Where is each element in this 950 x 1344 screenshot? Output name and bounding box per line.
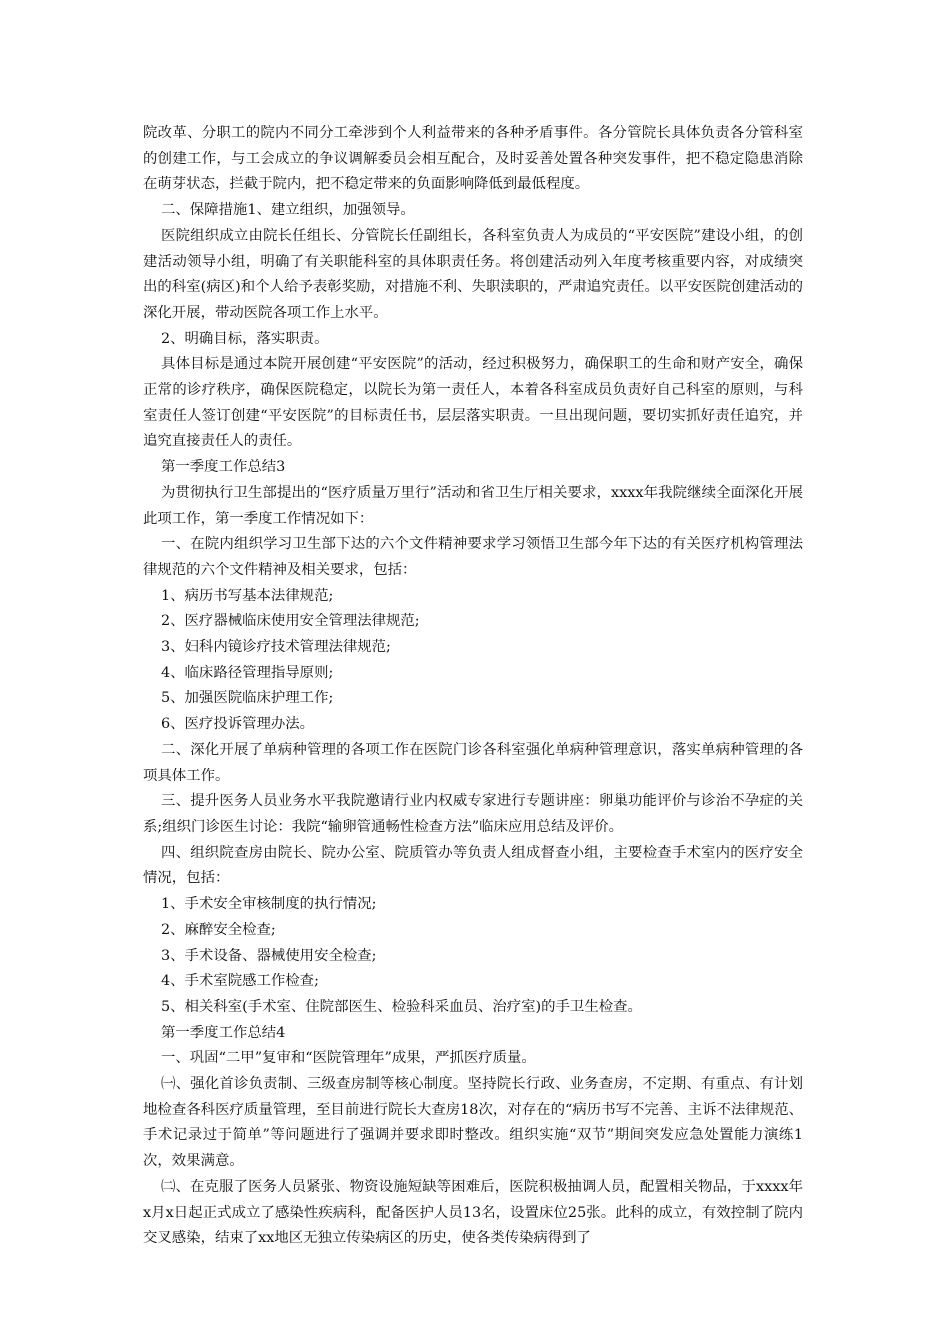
paragraph-5: 第一季度工作总结3 [161,459,286,476]
paragraph-20: 4、手术室院感工作检查; [161,973,319,990]
paragraph-17: 1、手术安全审核制度的执行情况; [161,896,377,913]
paragraph-2: 医院组织成立由院长任组长、分管院长任副组长，各科室负责人为成员的“平安医院”建设小组，的创建活动领导小组，明确了有关职能科室的具体职责任务。将创建活动列入年度考核重要内容，对成绩突出的科室(病区)和个人给予表彰奖励，对措施不利、失职渎职的，严肃追究责任。以平安医院创建活动的深化开展，带动医院各项工作上水平。 [143,227,803,321]
paragraph-4: 具体目标是通过本院开展创建“平安医院”的活动，经过积极努力，确保职工的生命和财产安全，确保正常的诊疗秩序，确保医院稳定，以院长为第一责任人，本着各科室成员负责好自己科室的原则，与科室责任人签订创建“平安医院”的目标责任书，层层落实职责。一旦出现问题，要切实抓好责任追究，并追究直接责任人的责任。 [143,356,803,450]
paragraph-19: 3、手术设备、器械使用安全检查; [161,947,377,964]
paragraph-25: ㈡、在克服了医务人员紧张、物资设施短缺等困难后，医院积极抽调人员，配置相关物品，于xxxx年x月x日起正式成立了感染性疾病科，配备医护人员13名，设置床位25张。此科的成立，有效控制了院内交叉感染，结束了xx地区无独立传染病区的历史，使各类传染病得到了 [143,1178,803,1247]
paragraph-1: 二、保障措施1、建立组织，加强领导。 [161,202,415,219]
paragraph-13: 6、医疗投诉管理办法。 [161,716,315,733]
paragraph-10: 3、妇科内镜诊疗技术管理法律规范; [161,639,391,656]
paragraph-24: ㈠、强化首诊负责制、三级查房制等核心制度。坚持院长行政、业务查房，不定期、有重点、有计划地检查各科医疗质量管理，至目前进行院长大查房18次，对存在的“病历书写不完善、主诉不法律规范、手术记录过于简单”等问题进行了强调并要求即时整改。组织实施“双节”期间突发应急处置能力演练1次，效果满意。 [143,1076,803,1170]
paragraph-9: 2、医疗器械临床使用安全管理法律规范; [161,613,420,630]
paragraph-14: 二、深化开展了单病种管理的各项工作在医院门诊各科室强化单病种管理意识，落实单病种管理的各项具体工作。 [143,741,803,784]
paragraph-23: 一、巩固“二甲”复审和“医院管理年”成果，严抓医疗质量。 [161,1050,536,1067]
paragraph-8: 1、病历书写基本法律规范; [161,587,334,604]
paragraph-22: 第一季度工作总结4 [161,1024,286,1041]
paragraph-12: 5、加强医院临床护理工作; [161,690,334,707]
paragraph-0: 院改革、分职工的院内不同分工牵涉到个人利益带来的各种矛盾事件。各分管院长具体负责各分管科室的创建工作，与工会成立的争议调解委员会相互配合，及时妥善处置各种突发事件，把不稳定隐患消除在萌芽状态，拦截于院内，把不稳定带来的负面影响降低到最低程度。 [143,125,803,193]
paragraph-18: 2、麻醉安全检查; [161,921,276,938]
paragraph-21: 5、相关科室(手术室、住院部医生、检验科采血员、治疗室)的手卫生检查。 [161,998,642,1015]
paragraph-11: 4、临床路径管理指导原则; [161,664,334,681]
document-page [143,121,803,1252]
paragraph-16: 四、组织院查房由院长、院办公室、院质管办等负责人组成督查小组，主要检查手术室内的医疗安全情况，包括： [143,844,803,887]
paragraph-15: 三、提升医务人员业务水平我院邀请行业内权威专家进行专题讲座：卵巢功能评价与诊治不孕症的关系;组织门诊医生讨论：我院“输卵管通畅性检查方法”临床应用总结及评价。 [143,793,803,835]
paragraph-6: 为贯彻执行卫生部提出的“医疗质量万里行”活动和省卫生厅相关要求，xxxx年我院继续全面深化开展此项工作，第一季度工作情况如下： [143,484,803,527]
paragraph-3: 2、明确目标，落实职责。 [161,330,329,347]
paragraph-7: 一、在院内组织学习卫生部下达的六个文件精神要求学习领悟卫生部今年下达的有关医疗机构管理法律规范的六个文件精神及相关要求，包括： [143,536,803,578]
